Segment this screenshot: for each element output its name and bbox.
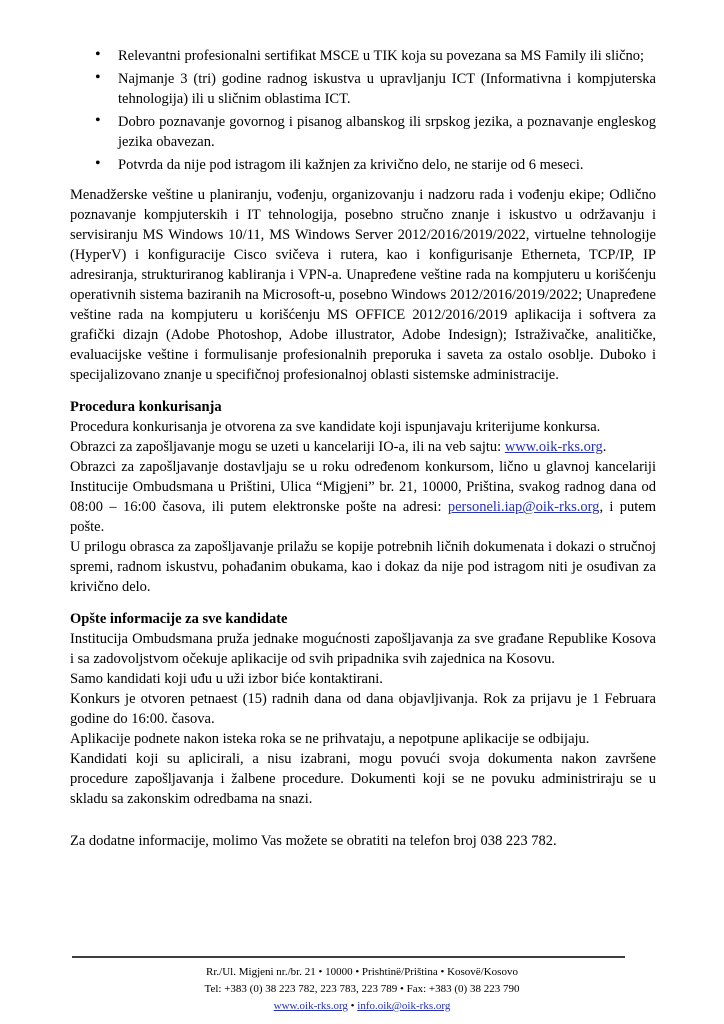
contact-note: Za dodatne informacije, molimo Vas možete se obratiti na telefon broj 038 223 782. — [70, 833, 557, 849]
skills-paragraph: Menadžerske veštine u planiranju, vođenju, organizovanju i nadzoru rada i vođenju ekipe; Odlično poznavanje kompjuterskih i IT tehnologija, posebno stručno znanje i iskustvo u održavanju i servisiranju MS Windows 10/11, MS Windows Server 2012/2016/2019/2022, virtuelne tehnologije (HyperV) i konfiguracije Cisco svičeva i rutera, kao i konfigurisanje Etherneta, TCP/IP, IP adresiranja, strukturiranog kabliranja i VPN-a. Unapređene veštine rada na kompjuteru u korišćenju operativnih sistema baziranih na Microsoft-u, posebno Windows 2012/2016/2019/2022; Unapređene veštine rada na kompjuteru u korišćenju MS OFFICE 2012/2016/2019 aplikacija i softvera za grafički dizajn (Adobe Photoshop, Adobe illustrator, Adobe Indesign); Istraživačke, analitičke, evaluacijske veštine i formulisanje profesionalnih preporuka i saveta za ostalo osoblje. Duboko i specijalizovano znanje u specifičnoj profesionalnoj oblasti sistemske administracije. — [70, 187, 656, 383]
procedura-paragraph-2 — [70, 437, 656, 457]
procedura-paragraph-3 — [70, 457, 656, 537]
bullet-item-experience: • Najmanje 3 (tri) godine radnog iskustva u upravljanju ICT (Informativna i kompjuterska tehnologija) ili u sličnim oblastima ICT. — [118, 69, 656, 109]
footer-phone-fax: Tel: +383 (0) 38 223 782, 223 783, 223 789 • Fax: +383 (0) 38 223 790 — [204, 983, 520, 995]
footer-separator: • — [350, 1000, 355, 1012]
page-footer — [0, 956, 724, 1015]
procedura-p3-text: Obrazci za zapošljavanje dostavljaju se u roku određenom konkursom, lično u glavnoj kancelariji Institucije Ombudsmana u Prištini, Ulica “Migjeni” br. 21, 10000, Priština, svakog radnog dana od 08:00 – 16:00 časova, ili putem elektronske pošte na adresi: — [70, 459, 656, 515]
footer-links-line — [0, 998, 724, 1015]
footer-email-link[interactable]: info.oik@oik-rks.org — [357, 1000, 451, 1012]
procedura-paragraph-1: Procedura konkurisanja je otvorena za sve kandidate koji ispunjavaju kriterijume konkursa. — [70, 419, 601, 435]
footer-website-link[interactable]: www.oik-rks.org — [273, 1000, 348, 1012]
footer-text-block — [0, 964, 724, 1015]
document-content — [70, 46, 656, 851]
bullet-item-criminal-record: • Potvrda da nije pod istragom ili kažnjen za krivično delo, ne starije od 6 meseci. — [118, 155, 656, 175]
procedura-p2-text-after: . — [602, 439, 607, 455]
opste-paragraph-4: Aplikacije podnete nakon isteka roka se ne prihvataju, a nepotpune aplikacije se odbijaju. — [70, 731, 590, 747]
procedura-paragraph-4: U prilogu obrasca za zapošljavanje prilažu se kopije potrebnih ličnih dokumenata i dokazi o stručnoj spremi, radnom iskustvu, pohađanim obukama, kao i dokaz da nije pod istragom niti je osuđivan za krivično delo. — [70, 539, 656, 595]
bullet-item-languages: • Dobro poznavanje govornog i pisanog albanskog ili srpskog jezika, a poznavanje engleskog jezika obavezan. — [118, 112, 656, 152]
email-link[interactable]: personeli.iap@oik-rks.org — [447, 499, 600, 515]
website-link[interactable]: www.oik-rks.org — [504, 439, 603, 455]
section-heading-opste: Opšte informacije za sve kandidate — [70, 611, 288, 627]
opste-paragraph-3: Konkurs je otvoren petnaest (15) radnih dana od dana objavljivanja. Rok za prijavu je 1 Februara godine do 16:00. časova. — [70, 691, 656, 727]
bullet-item-certificate: • Relevantni profesionalni sertifikat MSCE u TIK koja su povezana sa MS Family ili slično; — [118, 46, 656, 66]
opste-paragraph-2: Samo kandidati koji uđu u uži izbor biće kontaktirani. — [70, 671, 383, 687]
section-heading-procedura: Procedura konkurisanja — [70, 399, 222, 415]
procedura-p2-text: Obrazci za zapošljavanje mogu se uzeti u kancelariji IO-a, ili na veb sajtu: — [70, 439, 505, 455]
footer-divider — [72, 956, 625, 958]
footer-address: Rr./Ul. Migjeni nr./br. 21 • 10000 • Prishtinë/Priština • Kosovë/Kosovo — [206, 966, 518, 978]
procedura-p3-text-after: , i putem pošte. — [70, 499, 656, 535]
requirements-bullet-list — [70, 46, 656, 175]
opste-paragraph-1: Institucija Ombudsmana pruža jednake mogućnosti zapošljavanja za sve građane Republike Kosova i sa zadovoljstvom očekuje aplikacije od svih pripadnika svih zajednica na Kosovu. — [70, 631, 656, 667]
opste-paragraph-5: Kandidati koji su aplicirali, a nisu izabrani, mogu povući svoja dokumenta nakon završene procedure zapošljavanja i žalbene procedure. Dokumenti koji se ne povuku administriraju se u skladu sa zakonskim odredbama na snazi. — [70, 751, 656, 807]
